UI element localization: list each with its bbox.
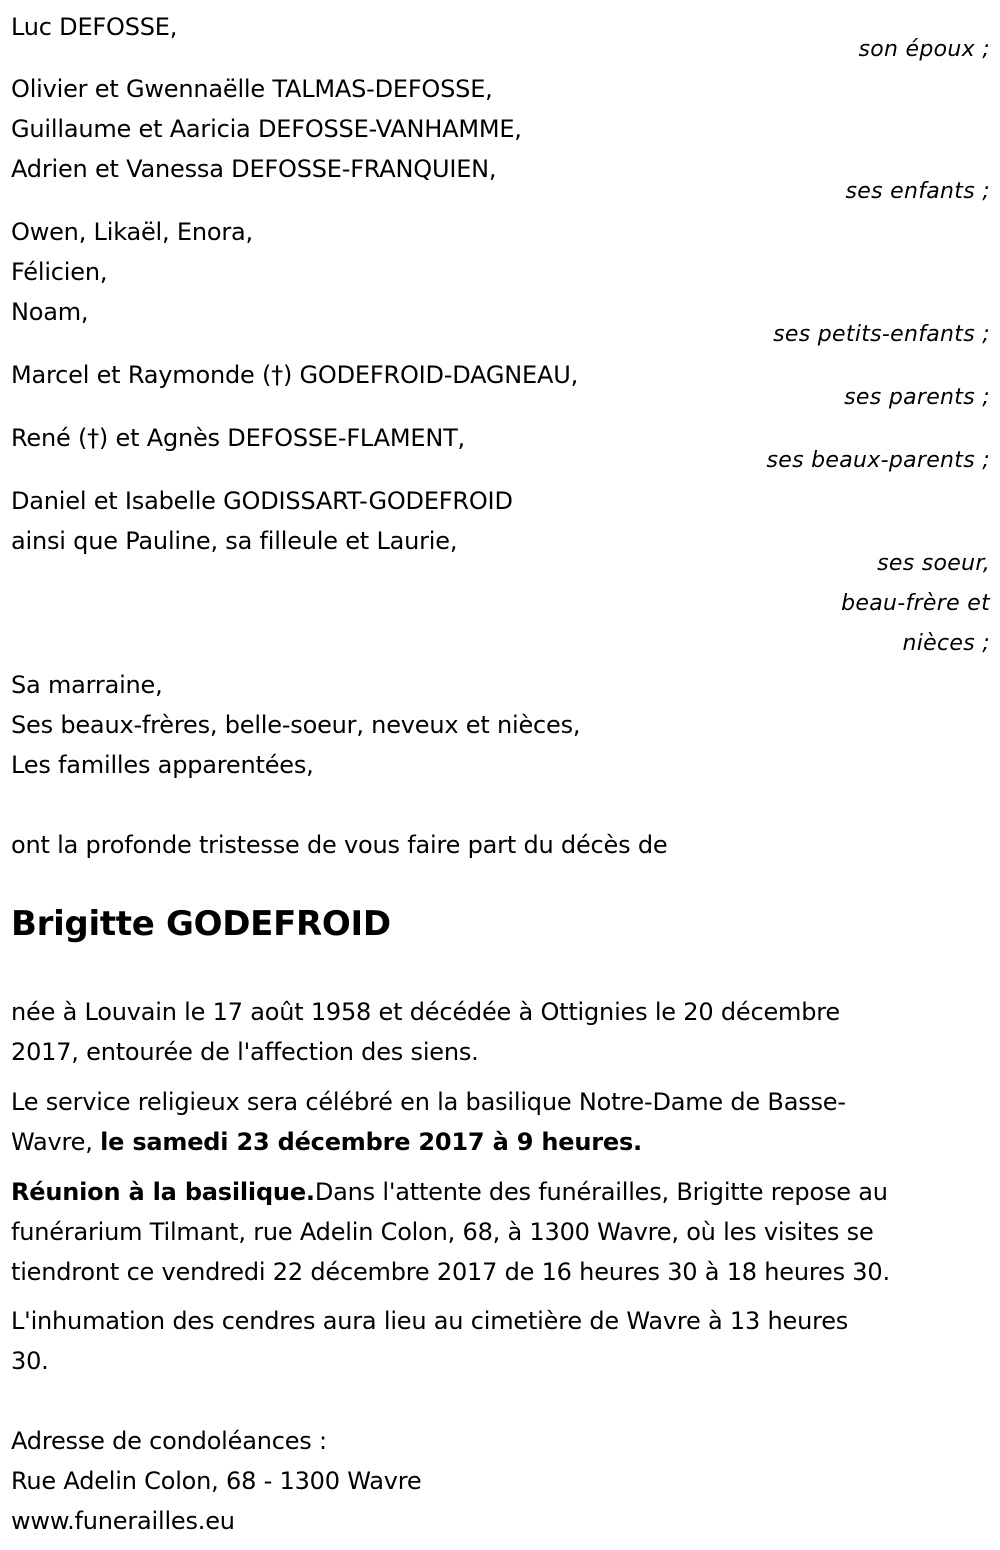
birth-death-line: 2017, entourée de l'affection des siens. — [11, 1038, 479, 1066]
relation-spouse: son époux ; — [858, 37, 990, 62]
family-grandchild-line: Félicien, — [11, 258, 108, 286]
condolences-label: Adresse de condoléances : — [11, 1427, 327, 1455]
family-grandchild-line: Noam, — [11, 298, 89, 326]
meeting-text: Dans l'attente des funérailles, Brigitte repose au — [314, 1178, 888, 1206]
relation-children: ses enfants ; — [845, 179, 990, 204]
family-child-line: Olivier et Gwennaëlle TALMAS-DEFOSSE, — [11, 75, 493, 103]
relation-parents: ses parents ; — [844, 385, 990, 410]
relation-grandchildren: ses petits-enfants ; — [773, 322, 990, 347]
announcement-text: ont la profonde tristesse de vous faire part du décès de — [11, 831, 668, 859]
family-other-line: Les familles apparentées, — [11, 751, 314, 779]
burial-line: L'inhumation des cendres aura lieu au cimetière de Wavre à 13 heures — [11, 1307, 849, 1335]
meeting-line: funérarium Tilmant, rue Adelin Colon, 68, à 1300 Wavre, où les visites se — [11, 1218, 874, 1246]
family-siblings-line: ainsi que Pauline, sa filleule et Laurie, — [11, 527, 458, 555]
condolences-address: Rue Adelin Colon, 68 - 1300 Wavre — [11, 1467, 422, 1495]
family-parents-line: Marcel et Raymonde (†) GODEFROID-DAGNEAU, — [11, 361, 579, 389]
family-other-line: Ses beaux-frères, belle-soeur, neveux et nièces, — [11, 711, 581, 739]
service-line-prefix: Wavre, — [11, 1128, 101, 1156]
family-inlaws-line: René (†) et Agnès DEFOSSE-FLAMENT, — [11, 424, 465, 452]
family-grandchild-line: Owen, Likaël, Enora, — [11, 218, 253, 246]
family-other-line: Sa marraine, — [11, 671, 163, 699]
family-siblings-line: Daniel et Isabelle GODISSART-GODEFROID — [11, 487, 513, 515]
condolences-website-link[interactable]: www.funerailles.eu — [11, 1507, 235, 1535]
family-child-line: Adrien et Vanessa DEFOSSE-FRANQUIEN, — [11, 155, 497, 183]
deceased-name: Brigitte GODEFROID — [11, 904, 391, 944]
meeting-location: Réunion à la basilique. — [11, 1178, 315, 1206]
service-line — [11, 1127, 642, 1157]
service-datetime: le samedi 23 décembre 2017 à 9 heures. — [100, 1128, 642, 1156]
relation-siblings: beau-frère et — [841, 591, 990, 616]
relation-inlaws: ses beaux-parents ; — [766, 448, 990, 473]
relation-siblings: nièces ; — [902, 631, 990, 656]
meeting-line: tiendront ce vendredi 22 décembre 2017 de 16 heures 30 à 18 heures 30. — [11, 1258, 890, 1286]
meeting-line — [11, 1177, 888, 1207]
family-child-line: Guillaume et Aaricia DEFOSSE-VANHAMME, — [11, 115, 522, 143]
service-line: Le service religieux sera célébré en la basilique Notre-Dame de Basse- — [11, 1088, 846, 1116]
burial-line: 30. — [11, 1347, 49, 1375]
relation-siblings: ses soeur, — [877, 551, 990, 576]
family-spouse-line: Luc DEFOSSE, — [11, 13, 178, 41]
birth-death-line: née à Louvain le 17 août 1958 et décédée à Ottignies le 20 décembre — [11, 998, 840, 1026]
